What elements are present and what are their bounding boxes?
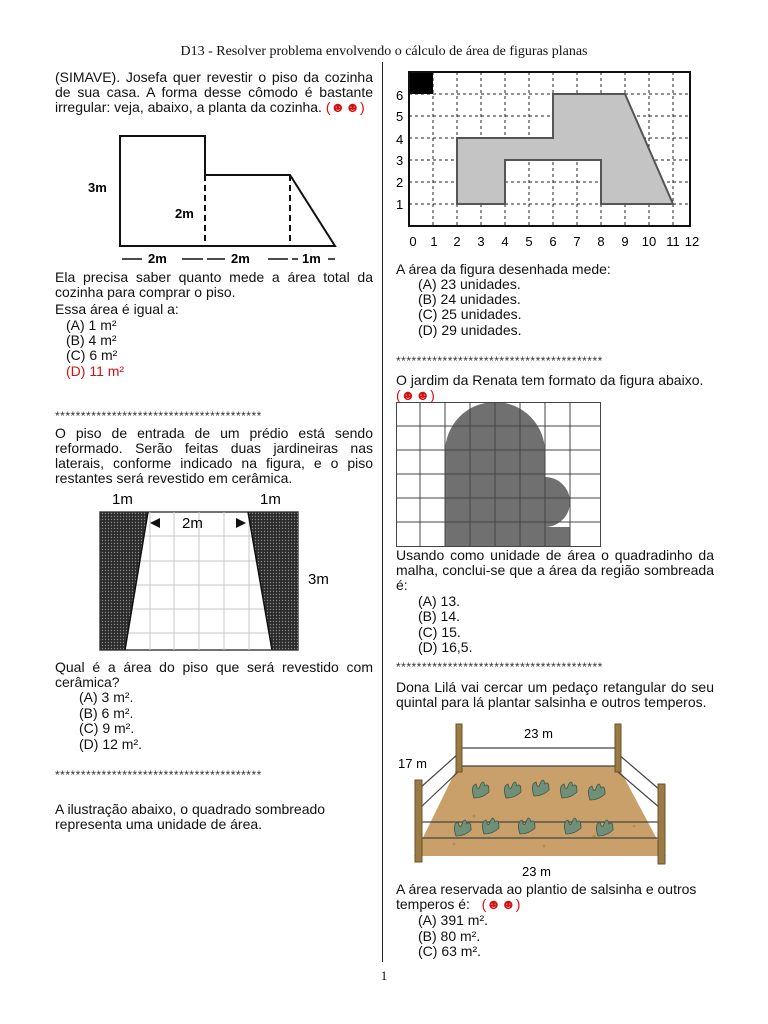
x-tick-2: 2	[453, 234, 461, 249]
y-tick-1: 1	[396, 197, 404, 212]
x-tick-0: 0	[409, 234, 417, 249]
q3-option-d: (D) 29 unidades.	[418, 322, 522, 338]
x-tick-8: 8	[597, 234, 605, 249]
x-tick-6: 6	[549, 234, 557, 249]
q4-text: O jardim da Renata tem formato da figura abaixo. (☻☻)	[396, 372, 704, 403]
q2-option-a: (A) 3 m².	[79, 689, 134, 705]
q3-option-b: (B) 24 unidades.	[418, 291, 521, 307]
q4-question: Usando como unidade de área o quadradinho da malha, conclui-se que a área da região sombreada é:	[396, 547, 714, 593]
q5-option-b: (B) 80 m².	[418, 928, 481, 944]
y-ticks	[396, 88, 403, 212]
q5-option-a: (A) 391 m².	[418, 912, 489, 928]
q4-option-b: (B) 14.	[418, 608, 461, 624]
x-tick-5: 5	[525, 234, 533, 249]
label-side-3m: 3m	[308, 571, 329, 588]
page-number: 1	[380, 968, 388, 983]
separator: ****************************************	[55, 768, 262, 782]
q5-option-c: (C) 63 m².	[418, 943, 481, 959]
q3-question: A área da figura desenhada mede:	[396, 261, 611, 277]
garden-grid-figure	[396, 402, 601, 548]
x-tick-12: 12	[684, 234, 700, 249]
x-tick-9: 9	[621, 234, 629, 249]
unit-square	[409, 72, 433, 94]
q1-text2: Ela precisa saber quanto mede a área total da cozinha para comprar o piso.	[55, 269, 373, 300]
page-header: D13 - Resolver problema envolvendo o cálculo de área de figuras planas	[180, 44, 588, 59]
label-3m: 3m	[88, 180, 107, 195]
label-top-2m: 2m	[182, 515, 203, 532]
q4-option-a: (A) 13.	[418, 593, 461, 609]
q1-text: (SIMAVE). Josefa quer revestir o piso da cozinha de sua casa. A forma desse cômodo é bastante irregular: veja, abaixo, a planta da cozinha. (☻☻)	[55, 69, 373, 115]
q1-option-c: (C) 6 m²	[66, 347, 118, 363]
column-divider	[382, 62, 383, 962]
separator: ****************************************	[396, 354, 603, 368]
label-b3: 1m	[302, 251, 321, 266]
q1-emoji: (☻☻)	[325, 99, 365, 115]
q3-option-c: (C) 25 unidades.	[418, 306, 522, 322]
q4-emoji: (☻☻)	[396, 387, 435, 403]
x-tick-10: 10	[641, 234, 657, 249]
q2-text: O piso de entrada de um prédio está sendo reformado. Serão feitas duas jardineiras nas laterais, conforme indicado na figura, e o piso restantes será revestido em cerâmica.	[55, 425, 373, 486]
q4-option-c: (C) 15.	[418, 624, 461, 640]
q1-option-d: (D) 11 m²	[66, 363, 125, 379]
label-left-17m: 17 m	[398, 756, 427, 771]
x-tick-1: 1	[430, 234, 438, 249]
q3-option-a: (A) 23 unidades.	[418, 276, 521, 292]
q5-question: A área reservada ao plantio de salsinha e outros temperos é: (☻☻)	[396, 881, 697, 912]
y-tick-5: 5	[396, 109, 404, 124]
grid-area-figure	[390, 66, 700, 252]
x-tick-3: 3	[477, 234, 485, 249]
q2-option-c: (C) 9 m².	[79, 720, 135, 736]
q2-option-d: (D) 12 m².	[79, 736, 142, 752]
y-tick-6: 6	[396, 88, 404, 103]
q3-text: A ilustração abaixo, o quadrado sombreado representa uma unidade de área.	[55, 801, 326, 832]
q1-option-b: (B) 4 m²	[66, 332, 117, 348]
kitchen-plan-figure	[80, 128, 350, 268]
label-top-23m: 23 m	[524, 726, 553, 741]
y-tick-4: 4	[396, 132, 404, 147]
x-tick-4: 4	[501, 234, 509, 249]
q4-option-d: (D) 16,5.	[418, 639, 473, 655]
y-tick-3: 3	[396, 153, 404, 168]
label-mid-2m: 2m	[175, 206, 194, 221]
label-b1: 2m	[148, 251, 167, 266]
label-left-1m: 1m	[112, 491, 133, 508]
q1-option-a: (A) 1 m²	[66, 317, 117, 333]
q2-question: Qual é a área do piso que será revestido com cerâmica?	[55, 659, 373, 690]
label-b2: 2m	[231, 251, 250, 266]
x-ticks	[409, 234, 699, 249]
label-bottom-23m: 23 m	[522, 864, 551, 879]
entrance-floor-figure	[98, 488, 373, 658]
x-tick-7: 7	[573, 234, 581, 249]
q2-option-b: (B) 6 m².	[79, 705, 134, 721]
separator: ****************************************	[55, 409, 262, 423]
fenced-garden-figure	[394, 716, 672, 878]
separator: ****************************************	[396, 660, 603, 674]
x-tick-11: 11	[666, 234, 680, 249]
q1-text3: Essa área é igual a:	[55, 301, 179, 317]
y-tick-2: 2	[396, 175, 404, 190]
q5-emoji: (☻☻)	[481, 896, 521, 912]
q5-text: Dona Lilá vai cercar um pedaço retangular do seu quintal para lá plantar salsinha e outros temperos.	[396, 679, 714, 710]
label-right-1m: 1m	[260, 491, 281, 508]
